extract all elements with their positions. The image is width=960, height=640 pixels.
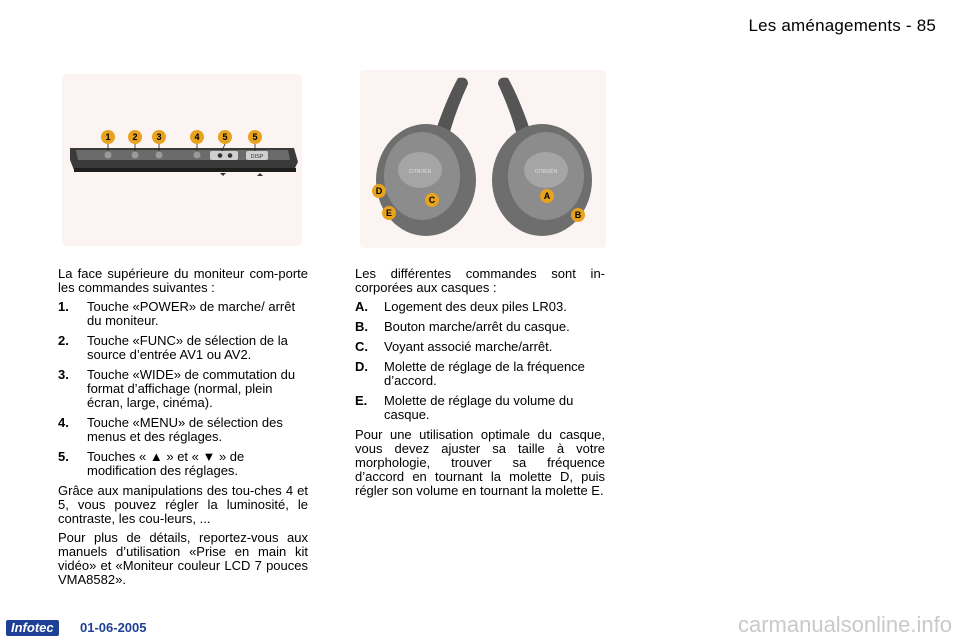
headphone-controls-section bbox=[355, 267, 605, 503]
callout-2: 2 bbox=[132, 132, 138, 142]
monitor-intro: La face supérieure du moniteur com-porte les commandes suivantes : bbox=[58, 266, 308, 295]
infotec-logo: Infotec bbox=[6, 620, 59, 636]
list-item: A. Logement des deux piles LR03. bbox=[355, 299, 567, 314]
list-item: E. Molette de réglage du volume du casque. bbox=[355, 393, 574, 422]
list-item: 3. Touche «WIDE» de commutation du format d’affichage (normal, plein écran, large, cinéma). bbox=[58, 367, 296, 410]
callout-E: E bbox=[385, 208, 393, 218]
list-item: D. Molette de réglage de la fréquence d’accord. bbox=[355, 359, 585, 388]
callout-C: C bbox=[428, 195, 436, 205]
page-header: Les aménagements - 85 bbox=[748, 16, 936, 35]
list-item: 2. Touche «FUNC» de sélection de la source d’entrée AV1 ou AV2. bbox=[58, 333, 288, 362]
headphone-intro: Les différentes commandes sont in-corporées aux casques : bbox=[355, 266, 605, 295]
list-item: 4. Touche «MENU» de sélection des menus et des réglages. bbox=[58, 415, 283, 444]
adjustments-paragraph: Grâce aux manipulations des tou-ches 4 et 5, vous pouvez régler la luminosité, le contraste, les cou-leurs, ... bbox=[58, 483, 308, 526]
list-item: 1. Touche «POWER» de marche/ arrêt du moniteur. bbox=[58, 299, 296, 328]
callout-1: 1 bbox=[105, 132, 111, 142]
headphones-illustration bbox=[360, 70, 606, 248]
list-item: C. Voyant associé marche/arrêt. bbox=[355, 339, 553, 354]
list-item: B. Bouton marche/arrêt du casque. bbox=[355, 319, 570, 334]
callout-5a: 5 bbox=[222, 132, 228, 142]
list-item: 5. Touches « ▲ » et « ▼ » de modification des réglages. bbox=[58, 449, 245, 478]
monitor-top-illustration bbox=[62, 74, 302, 246]
callout-B: B bbox=[574, 210, 582, 220]
manuals-paragraph: Pour plus de détails, reportez-vous aux manuels d’utilisation «Prise en main kit vidéo» et «Moniteur couleur LCD 7 pouces VMA8582». bbox=[58, 530, 308, 587]
disp-button-label: DISP bbox=[250, 154, 264, 160]
watermark: carmanualsonline.info bbox=[737, 612, 952, 637]
edition-date: 01-06-2005 bbox=[80, 620, 147, 635]
callout-5b: 5 bbox=[252, 132, 258, 142]
headphones-diagram bbox=[360, 70, 606, 248]
callout-A: A bbox=[543, 191, 551, 201]
callout-D: D bbox=[375, 186, 383, 196]
down-arrow-icon bbox=[220, 173, 226, 176]
left-earcup-brand: CITROËN bbox=[408, 169, 432, 175]
callout-4: 4 bbox=[194, 132, 200, 142]
callout-3: 3 bbox=[156, 132, 162, 142]
right-earcup-brand: CITROËN bbox=[534, 169, 558, 175]
usage-paragraph: Pour une utilisation optimale du casque, vous devez ajuster sa taille à votre morphologie, trouver sa fréquence d’accord en tournant la molette D, puis régler son volume en tournant la molette E. bbox=[355, 427, 605, 498]
monitor-diagram bbox=[62, 74, 302, 246]
up-arrow-icon bbox=[257, 173, 263, 176]
monitor-controls-section bbox=[58, 267, 308, 592]
